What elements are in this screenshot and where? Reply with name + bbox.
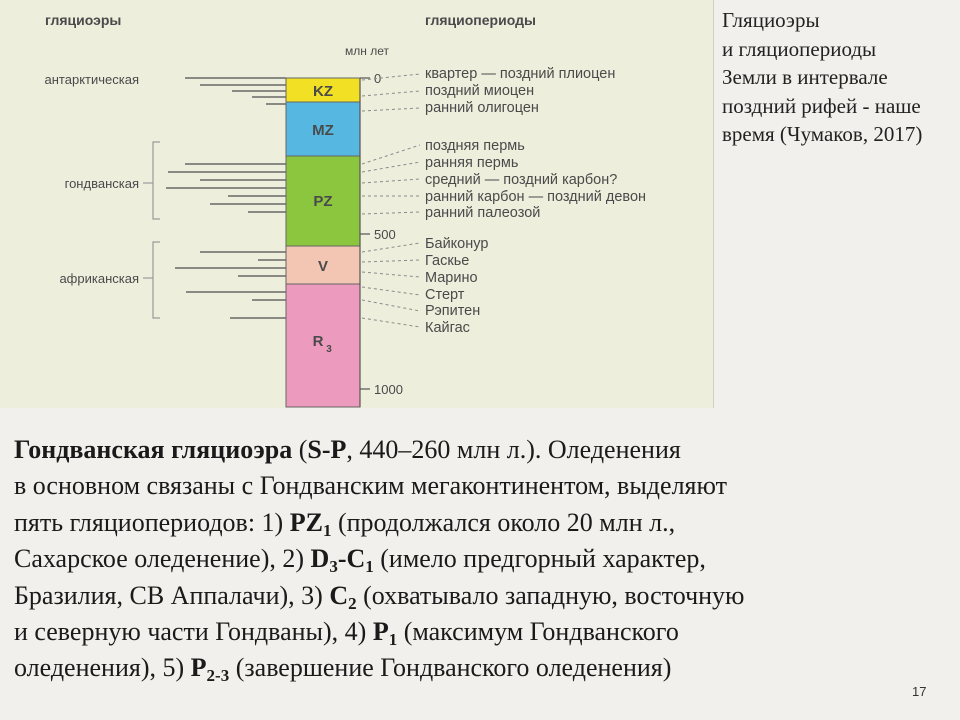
- text-span: оледенения), 5): [14, 653, 191, 683]
- leader-line: [362, 300, 420, 311]
- period-name: поздний миоцен: [425, 83, 535, 99]
- body-line: [14, 541, 949, 577]
- period-name: Гаскье: [425, 253, 470, 269]
- period-code-main: P: [372, 617, 389, 647]
- era-bracket-african: [153, 242, 160, 318]
- era-bracket-gondwana: [153, 142, 160, 219]
- text-span: (: [292, 435, 308, 464]
- period-name: ранний олигоцен: [425, 100, 539, 116]
- period-code: [329, 580, 357, 613]
- caption-line: Земли в интервале: [722, 65, 888, 89]
- period-name: ранний карбон — поздний девон: [425, 189, 647, 205]
- caption-line: и гляциопериоды: [722, 36, 877, 61]
- period-leader-lines: [362, 74, 420, 327]
- period-code-subscript: 2: [348, 593, 357, 613]
- leader-line: [362, 260, 420, 262]
- leader-line: [362, 91, 420, 96]
- header-glacial-periods: гляциопериоды: [425, 12, 536, 28]
- leader-line: [362, 287, 420, 295]
- era-label-gondwana: гондванская: [64, 176, 139, 191]
- period-name: Марино: [425, 270, 478, 286]
- tick-label-1000: 1000: [374, 382, 403, 397]
- glacial-chart-figure: [0, 0, 714, 408]
- block-label-mz: MZ: [312, 122, 334, 139]
- tick-label-0: 0: [374, 71, 382, 86]
- caption-line: Гляциоэры: [722, 8, 820, 32]
- period-code-subscript: 2-3: [206, 666, 230, 686]
- text-span: и северную части Гондваны), 4): [14, 617, 373, 647]
- period-code: [289, 507, 332, 540]
- caption-line: поздний рифей - наше: [722, 93, 921, 118]
- block-label-kz: KZ: [313, 83, 333, 100]
- period-name: Стерт: [425, 287, 465, 303]
- body-paragraph: [14, 432, 949, 687]
- text-span: (имело предгорный характер,: [373, 544, 706, 574]
- period-code-main: -C: [337, 544, 366, 574]
- period-code-main: D: [310, 544, 330, 574]
- body-line: [14, 614, 949, 650]
- period-code-main: P: [190, 653, 207, 683]
- leader-line: [362, 74, 420, 80]
- leader-line: [362, 243, 420, 252]
- period-code-subscript: 1: [322, 520, 332, 540]
- block-label-r-subscript: 3: [326, 344, 332, 355]
- period-code: [190, 653, 230, 686]
- tick-label-500: 500: [374, 227, 396, 242]
- text-span: (завершение Гондванского оледенения): [229, 653, 672, 683]
- period-name: Кайгас: [425, 320, 470, 336]
- leader-line: [362, 145, 420, 164]
- period-code: [372, 617, 398, 650]
- glaciation-lines: [166, 78, 286, 318]
- block-label-pz: PZ: [313, 193, 333, 210]
- period-code-main: C: [329, 580, 349, 610]
- period-code-subscript: 3: [329, 557, 338, 577]
- text-span: Сахарское оледенение), 2): [14, 544, 311, 574]
- period-code-main: PZ: [289, 507, 323, 537]
- period-name: Байконур: [425, 236, 489, 252]
- body-line: [14, 650, 949, 686]
- period-names: [425, 66, 646, 336]
- axis-unit-label: млн лет: [345, 44, 389, 58]
- body-line: в основном связаны с Гондванским мегаконтинентом, выделяют: [14, 471, 727, 501]
- leader-line: [362, 162, 420, 172]
- period-name: квартер — поздний плиоцен: [425, 66, 616, 82]
- leader-line: [362, 272, 420, 277]
- page-number: 17: [912, 684, 927, 699]
- glacial-chart-svg: [0, 0, 713, 408]
- text-span: пять гляциопериодов: 1): [14, 507, 290, 537]
- body-line: [14, 432, 949, 468]
- period-code-subscript: 1: [365, 557, 374, 577]
- caption-line: время (Чумаков, 2017): [722, 122, 923, 146]
- period-code-subscript: 1: [388, 630, 398, 650]
- leader-line: [362, 179, 420, 183]
- text-span: (продолжался около 20 млн л.,: [331, 507, 676, 537]
- text-span: (охватывало западную, восточную: [356, 580, 745, 610]
- text-span: Бразилия, СВ Аппалачи), 3): [14, 580, 330, 610]
- text-span: (максимум Гондванского: [397, 617, 679, 647]
- age-axis: [360, 78, 370, 407]
- period-name: ранняя пермь: [425, 155, 519, 171]
- era-label-antarctic: антарктическая: [44, 72, 139, 87]
- era-span: S-P: [307, 435, 347, 464]
- header-glacial-eras: гляциоэры: [45, 12, 122, 28]
- body-line: [14, 505, 949, 541]
- text-span: , 440–260 млн л.). Оледенения: [346, 435, 681, 464]
- period-name: Рэпитен: [425, 303, 481, 319]
- body-line: [14, 578, 949, 614]
- leader-line: [362, 318, 420, 327]
- leader-line: [362, 108, 420, 111]
- period-name: поздняя пермь: [425, 138, 525, 154]
- block-label-r: R: [312, 333, 324, 350]
- period-name: средний — поздний карбон?: [425, 172, 618, 188]
- figure-caption: [722, 6, 957, 149]
- leader-line: [362, 212, 420, 214]
- era-name: Гондванская гляциоэра: [14, 435, 293, 464]
- period-code: [310, 544, 374, 577]
- block-label-v: V: [317, 258, 329, 275]
- period-name: ранний палеозой: [425, 205, 541, 221]
- era-label-african: африканская: [59, 271, 139, 286]
